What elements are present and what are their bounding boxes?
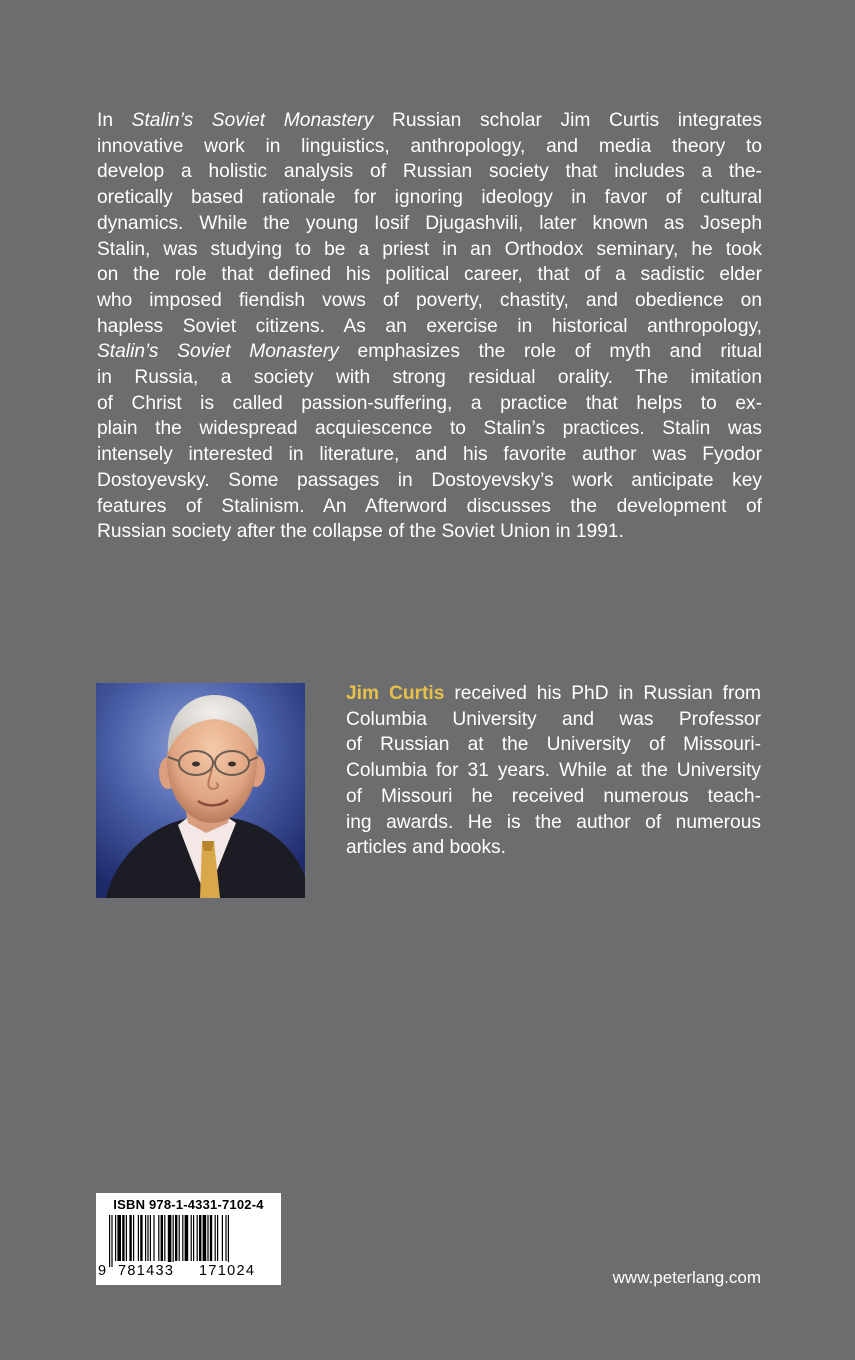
author-portrait-image <box>96 683 305 898</box>
author-name: Jim Curtis <box>346 683 445 704</box>
blurb-line: oretically based rationale for ignoring ideology in favor of cultural <box>97 187 762 209</box>
barcode-bar <box>140 1215 142 1261</box>
barcode-bar <box>109 1215 110 1267</box>
blurb-line: Stalin, was studying to be a priest in an Orthodox seminary, he took <box>97 238 762 260</box>
barcode-bar <box>164 1215 165 1261</box>
barcode-first-digit: 9 <box>98 1263 108 1279</box>
bio-line: Jim Curtis received his PhD in Russian from <box>346 683 761 704</box>
blurb-line: hapless Soviet citizens. As an exercise in historical anthropology, <box>97 315 762 337</box>
barcode-bar <box>222 1215 223 1261</box>
author-bio <box>346 681 761 861</box>
blurb-line: features of Stalinism. An Afterword discusses the development of <box>97 495 762 517</box>
barcode-bar <box>129 1215 131 1261</box>
back-cover-blurb <box>97 108 762 545</box>
barcode-bar <box>117 1215 121 1261</box>
barcode-bar <box>145 1215 146 1261</box>
author-photo <box>96 683 305 898</box>
bio-line: of Russian at the University of Missouri- <box>346 734 761 756</box>
bio-line: Columbia for 31 years. While at the University <box>346 760 761 782</box>
barcode-bar <box>203 1215 207 1261</box>
barcode-bar <box>217 1215 218 1261</box>
barcode-bar <box>173 1215 174 1267</box>
bio-line: Columbia University and was Professor <box>346 708 761 730</box>
bio-line: articles and books. <box>346 837 506 859</box>
barcode-bar <box>115 1215 116 1261</box>
blurb-line: who imposed fiendish vows of poverty, chastity, and obedience on <box>97 289 762 311</box>
barcode-bar <box>175 1215 177 1261</box>
isbn-label: ISBN 978-1-4331-7102-4 <box>113 1197 264 1212</box>
barcode-bar <box>133 1215 134 1261</box>
barcode-bar <box>215 1215 216 1261</box>
barcode-bar <box>225 1215 226 1261</box>
barcode-bars <box>109 1215 275 1267</box>
blurb-line: innovative work in linguistics, anthropology, and media theory to <box>97 135 762 157</box>
blurb-line: Dostoyevsky. Some passages in Dostoyevsky’s work anticipate key <box>97 469 762 491</box>
barcode-bar <box>207 1215 208 1261</box>
blurb-line: of Christ is called passion-suffering, a practice that helps to ex- <box>97 392 762 414</box>
blurb-line: develop a holistic analysis of Russian society that includes a the- <box>97 161 762 183</box>
barcode-bar <box>179 1215 180 1261</box>
publisher-website: www.peterlang.com <box>612 1268 761 1287</box>
barcode-bar <box>150 1215 151 1261</box>
barcode-bar <box>185 1215 189 1261</box>
barcode-digits-left: 781433 <box>118 1263 175 1279</box>
barcode-bar <box>153 1215 154 1261</box>
barcode-bar <box>161 1215 163 1261</box>
barcode-bar <box>126 1215 127 1261</box>
barcode-digits-right: 171024 <box>199 1263 256 1279</box>
book-title: Stalin’s Soviet Monastery <box>97 341 339 363</box>
book-title: Stalin’s Soviet Monastery <box>131 110 374 131</box>
barcode-bar <box>158 1215 159 1261</box>
barcode-bar <box>122 1215 124 1261</box>
blurb-line: intensely interested in literature, and his favorite author was Fyodor <box>97 444 762 466</box>
blurb-line: plain the widespread acquiescence to Stalin’s practices. Stalin was <box>97 418 762 440</box>
barcode-bar <box>182 1215 183 1261</box>
barcode-bar <box>193 1215 194 1261</box>
blurb-line: Stalin’s Soviet Monastery emphasizes the role of myth and ritual <box>97 341 762 363</box>
barcode-bar <box>147 1215 148 1261</box>
barcode-bar <box>191 1215 192 1261</box>
barcode-bar <box>111 1215 112 1267</box>
isbn-barcode <box>96 1193 281 1285</box>
blurb-line: In Stalin’s Soviet Monastery Russian scholar Jim Curtis integrates <box>97 110 762 131</box>
barcode-bar <box>138 1215 139 1261</box>
blurb-line: in Russia, a society with strong residual orality. The imitation <box>97 367 762 389</box>
barcode-bar <box>197 1215 198 1261</box>
barcode-bar <box>210 1215 212 1261</box>
blurb-line: dynamics. While the young Iosif Djugashvili, later known as Joseph <box>97 212 762 234</box>
barcode-bar <box>199 1215 201 1261</box>
blurb-line: on the role that defined his political career, that of a sadistic elder <box>97 264 762 286</box>
blurb-line: Russian society after the collapse of the Soviet Union in 1991. <box>97 521 624 543</box>
bio-line: of Missouri he received numerous teach- <box>346 785 761 807</box>
barcode-bar <box>168 1215 172 1267</box>
barcode-bar <box>228 1215 229 1267</box>
bio-line: ing awards. He is the author of numerous <box>346 811 761 833</box>
